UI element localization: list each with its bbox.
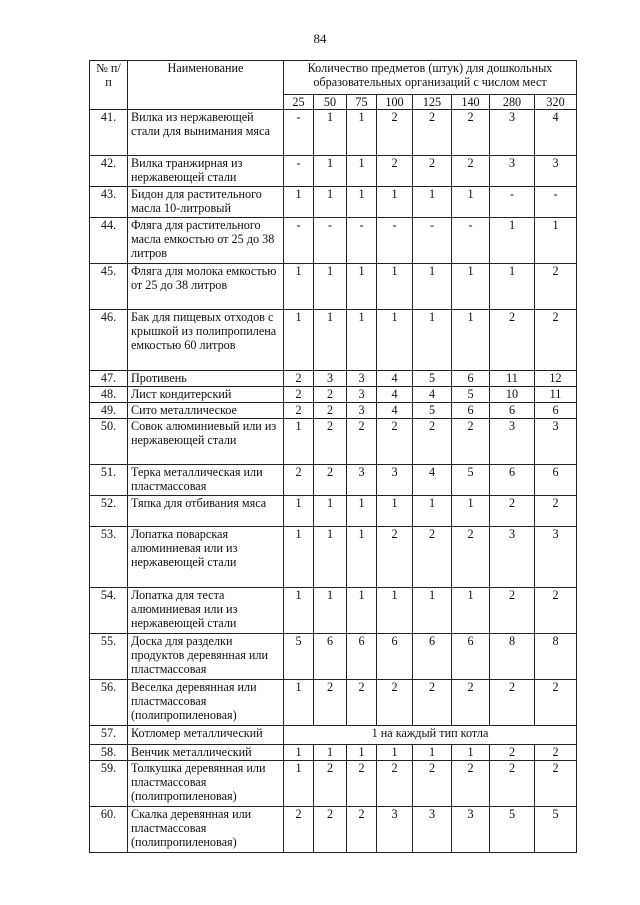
quantity-cell: 11 [490, 371, 535, 387]
quantity-cell: 6 [452, 371, 490, 387]
quantity-cell: 3 [490, 527, 535, 588]
quantity-cell: 2 [535, 496, 577, 527]
quantity-cell: 2 [490, 588, 535, 634]
table-row [90, 264, 577, 310]
quantity-cell: 2 [413, 680, 452, 726]
quantity-cell: 1 [284, 496, 314, 527]
quantity-cell: 1 [452, 310, 490, 371]
quantity-cell: 5 [284, 634, 314, 680]
quantity-cell: 1 [413, 187, 452, 218]
row-number: 60. [90, 807, 128, 853]
item-name: Котломер металлический [128, 726, 284, 745]
quantity-cell: 1 [377, 264, 413, 310]
quantity-cell: 12 [535, 371, 577, 387]
quantity-cell: 1 [347, 527, 377, 588]
column-header-number: № п/п [90, 61, 128, 110]
quantity-cell: 4 [535, 110, 577, 156]
quantity-cell: 5 [413, 371, 452, 387]
quantity-cell: 3 [535, 527, 577, 588]
quantity-cell: 2 [377, 419, 413, 465]
quantity-cell: 2 [284, 403, 314, 419]
quantity-cell: 10 [490, 387, 535, 403]
quantity-cell: 1 [347, 110, 377, 156]
item-name: Вилка транжирная из нержавеющей стали [128, 156, 284, 187]
quantity-cell: 5 [452, 465, 490, 496]
item-name: Тяпка для отбивания мяса [128, 496, 284, 527]
quantity-cell: 2 [490, 680, 535, 726]
row-number: 53. [90, 527, 128, 588]
quantity-cell: 5 [535, 807, 577, 853]
quantity-cell: - [347, 218, 377, 264]
quantity-cell: 6 [377, 634, 413, 680]
quantity-cell: 1 [314, 527, 347, 588]
quantity-cell: 4 [413, 387, 452, 403]
quantity-cell: 2 [490, 496, 535, 527]
quantity-cell: 1 [377, 310, 413, 371]
quantity-cell: 6 [314, 634, 347, 680]
quantity-cell: 2 [452, 680, 490, 726]
quantity-cell: 1 [452, 187, 490, 218]
quantity-cell: 1 [377, 745, 413, 761]
header-row-group [90, 61, 577, 95]
quantity-cell: - [535, 187, 577, 218]
quantity-cell: 2 [347, 680, 377, 726]
quantity-cell: 6 [535, 465, 577, 496]
table-row [90, 387, 577, 403]
quantity-cell: 8 [535, 634, 577, 680]
quantity-cell: 6 [490, 465, 535, 496]
quantity-cell: 1 [377, 496, 413, 527]
table-row [90, 187, 577, 218]
row-number: 46. [90, 310, 128, 371]
quantity-cell: 6 [535, 403, 577, 419]
quantity-cell: 3 [347, 387, 377, 403]
quantity-cell: 1 [347, 496, 377, 527]
item-name: Фляга для растительного масла емкостью от 25 до 38 литров [128, 218, 284, 264]
merged-quantity-note: 1 на каждый тип котла [284, 726, 577, 745]
quantity-cell: 1 [413, 588, 452, 634]
quantity-cell: - [284, 110, 314, 156]
quantity-cell: 1 [347, 310, 377, 371]
quantity-cell: 2 [314, 387, 347, 403]
quantity-cell: 6 [347, 634, 377, 680]
quantity-cell: 1 [347, 264, 377, 310]
column-header-size: 280 [490, 95, 535, 110]
quantity-cell: 1 [452, 588, 490, 634]
column-header-size: 140 [452, 95, 490, 110]
table-row [90, 588, 577, 634]
quantity-cell: 2 [413, 156, 452, 187]
quantity-cell: 3 [347, 465, 377, 496]
quantity-cell: 2 [413, 419, 452, 465]
quantity-cell: 4 [413, 465, 452, 496]
quantity-cell: 1 [452, 496, 490, 527]
quantity-cell: 1 [452, 264, 490, 310]
quantity-cell: 2 [535, 310, 577, 371]
item-name: Доска для разделки продуктов деревянная или пластмассовая [128, 634, 284, 680]
quantity-cell: 1 [284, 761, 314, 807]
quantity-cell: - [284, 218, 314, 264]
quantity-cell: 1 [284, 310, 314, 371]
column-header-size: 50 [314, 95, 347, 110]
item-name: Лопатка поварская алюминиевая или из нержавеющей стали [128, 527, 284, 588]
table-row [90, 465, 577, 496]
quantity-cell: 4 [377, 403, 413, 419]
quantity-cell: 2 [284, 807, 314, 853]
table-row [90, 726, 577, 745]
column-header-size: 75 [347, 95, 377, 110]
item-name: Лопатка для теста алюминиевая или из нержавеющей стали [128, 588, 284, 634]
quantity-cell: 2 [413, 761, 452, 807]
quantity-cell: 2 [314, 680, 347, 726]
quantity-cell: 1 [284, 680, 314, 726]
row-number: 45. [90, 264, 128, 310]
row-number: 49. [90, 403, 128, 419]
row-number: 47. [90, 371, 128, 387]
quantity-cell: 1 [314, 110, 347, 156]
row-number: 48. [90, 387, 128, 403]
quantity-cell: 1 [347, 588, 377, 634]
quantity-cell: - [377, 218, 413, 264]
quantity-cell: 2 [452, 110, 490, 156]
table-row [90, 745, 577, 761]
quantity-cell: 2 [314, 465, 347, 496]
quantity-cell: - [284, 156, 314, 187]
quantity-cell: 2 [347, 419, 377, 465]
quantity-cell: 11 [535, 387, 577, 403]
column-header-size: 320 [535, 95, 577, 110]
item-name: Толкушка деревянная или пластмассовая (полипропиленовая) [128, 761, 284, 807]
quantity-cell: 4 [377, 371, 413, 387]
table-row [90, 371, 577, 387]
quantity-cell: 2 [377, 761, 413, 807]
quantity-cell: 1 [490, 264, 535, 310]
quantity-cell: 2 [413, 527, 452, 588]
quantity-cell: 3 [347, 403, 377, 419]
quantity-cell: - [490, 187, 535, 218]
row-number: 50. [90, 419, 128, 465]
quantity-cell: 2 [490, 310, 535, 371]
quantity-cell: - [314, 218, 347, 264]
quantity-cell: 1 [314, 187, 347, 218]
item-name: Терка металлическая или пластмассовая [128, 465, 284, 496]
quantity-cell: 1 [347, 156, 377, 187]
item-name: Бидон для растительного масла 10-литровый [128, 187, 284, 218]
item-name: Веселка деревянная или пластмассовая (полипропиленовая) [128, 680, 284, 726]
quantity-cell: 1 [284, 745, 314, 761]
quantity-cell: 2 [377, 156, 413, 187]
row-number: 42. [90, 156, 128, 187]
item-name: Противень [128, 371, 284, 387]
quantity-cell: 1 [377, 588, 413, 634]
item-name: Совок алюминиевый или из нержавеющей стали [128, 419, 284, 465]
quantity-cell: 6 [452, 634, 490, 680]
quantity-cell: 1 [413, 496, 452, 527]
row-number: 41. [90, 110, 128, 156]
quantity-cell: 1 [284, 527, 314, 588]
quantity-cell: 1 [347, 187, 377, 218]
table-body [90, 110, 577, 853]
quantity-cell: 1 [413, 264, 452, 310]
quantity-cell: 1 [314, 264, 347, 310]
quantity-cell: 2 [314, 807, 347, 853]
row-number: 51. [90, 465, 128, 496]
table-row [90, 310, 577, 371]
column-header-size: 125 [413, 95, 452, 110]
table-row [90, 807, 577, 853]
quantity-cell: 2 [452, 156, 490, 187]
table-row [90, 527, 577, 588]
quantity-cell: 2 [535, 680, 577, 726]
quantity-cell: 5 [452, 387, 490, 403]
table-row [90, 403, 577, 419]
quantity-cell: 6 [452, 403, 490, 419]
column-header-size: 25 [284, 95, 314, 110]
item-name: Бак для пищевых отходов с крышкой из полипропилена емкостью 60 литров [128, 310, 284, 371]
quantity-cell: 3 [377, 465, 413, 496]
quantity-cell: - [413, 218, 452, 264]
quantity-cell: 6 [413, 634, 452, 680]
quantity-cell: 2 [314, 419, 347, 465]
quantity-cell: 3 [452, 807, 490, 853]
quantity-cell: 5 [413, 403, 452, 419]
inventory-table [89, 60, 577, 853]
row-number: 54. [90, 588, 128, 634]
quantity-cell: 2 [490, 745, 535, 761]
quantity-cell: 2 [284, 465, 314, 496]
quantity-cell: 1 [284, 588, 314, 634]
row-number: 44. [90, 218, 128, 264]
quantity-cell: - [452, 218, 490, 264]
row-number: 58. [90, 745, 128, 761]
quantity-cell: 1 [535, 218, 577, 264]
quantity-cell: 1 [284, 187, 314, 218]
item-name: Сито металлическое [128, 403, 284, 419]
table-row [90, 156, 577, 187]
quantity-cell: 2 [347, 807, 377, 853]
quantity-cell: 3 [314, 371, 347, 387]
quantity-cell: 1 [314, 310, 347, 371]
quantity-cell: 2 [452, 761, 490, 807]
quantity-cell: 3 [347, 371, 377, 387]
row-number: 57. [90, 726, 128, 745]
column-header-size: 100 [377, 95, 413, 110]
table-row [90, 680, 577, 726]
quantity-cell: 2 [452, 419, 490, 465]
column-header-quantity-group: Количество предметов (штук) для дошкольных образовательных организаций с числом мест [284, 61, 577, 95]
quantity-cell: 2 [347, 761, 377, 807]
quantity-cell: 3 [490, 156, 535, 187]
quantity-cell: 2 [377, 680, 413, 726]
quantity-cell: 1 [413, 745, 452, 761]
quantity-cell: 2 [314, 403, 347, 419]
column-header-name: Наименование [128, 61, 284, 110]
table-row [90, 496, 577, 527]
quantity-cell: 1 [377, 187, 413, 218]
quantity-cell: 4 [377, 387, 413, 403]
quantity-cell: 1 [314, 588, 347, 634]
table-row [90, 218, 577, 264]
quantity-cell: 2 [490, 761, 535, 807]
table-row [90, 634, 577, 680]
quantity-cell: 2 [535, 588, 577, 634]
row-number: 52. [90, 496, 128, 527]
table-row [90, 110, 577, 156]
quantity-cell: 2 [452, 527, 490, 588]
row-number: 43. [90, 187, 128, 218]
quantity-cell: 1 [490, 218, 535, 264]
quantity-cell: 2 [314, 761, 347, 807]
quantity-cell: 1 [413, 310, 452, 371]
quantity-cell: 2 [377, 527, 413, 588]
quantity-cell: 3 [413, 807, 452, 853]
quantity-cell: 3 [377, 807, 413, 853]
quantity-cell: 2 [535, 745, 577, 761]
row-number: 55. [90, 634, 128, 680]
quantity-cell: 2 [377, 110, 413, 156]
table-row [90, 761, 577, 807]
quantity-cell: 1 [284, 264, 314, 310]
quantity-cell: 2 [284, 371, 314, 387]
quantity-cell: 2 [535, 761, 577, 807]
page-number: 84 [313, 31, 327, 46]
quantity-cell: 2 [413, 110, 452, 156]
quantity-cell: 2 [284, 387, 314, 403]
quantity-cell: 2 [535, 264, 577, 310]
quantity-cell: 5 [490, 807, 535, 853]
quantity-cell: 8 [490, 634, 535, 680]
table-row [90, 419, 577, 465]
row-number: 56. [90, 680, 128, 726]
quantity-cell: 6 [490, 403, 535, 419]
item-name: Вилка из нержавеющей стали для вынимания мяса [128, 110, 284, 156]
item-name: Венчик металлический [128, 745, 284, 761]
quantity-cell: 1 [314, 156, 347, 187]
quantity-cell: 3 [535, 419, 577, 465]
quantity-cell: 1 [314, 745, 347, 761]
item-name: Лист кондитерский [128, 387, 284, 403]
item-name: Скалка деревянная или пластмассовая (полипропиленовая) [128, 807, 284, 853]
quantity-cell: 3 [535, 156, 577, 187]
quantity-cell: 1 [314, 496, 347, 527]
quantity-cell: 1 [347, 745, 377, 761]
quantity-cell: 1 [284, 419, 314, 465]
quantity-cell: 3 [490, 110, 535, 156]
row-number: 59. [90, 761, 128, 807]
quantity-cell: 1 [452, 745, 490, 761]
quantity-cell: 3 [490, 419, 535, 465]
item-name: Фляга для молока емкостью от 25 до 38 литров [128, 264, 284, 310]
